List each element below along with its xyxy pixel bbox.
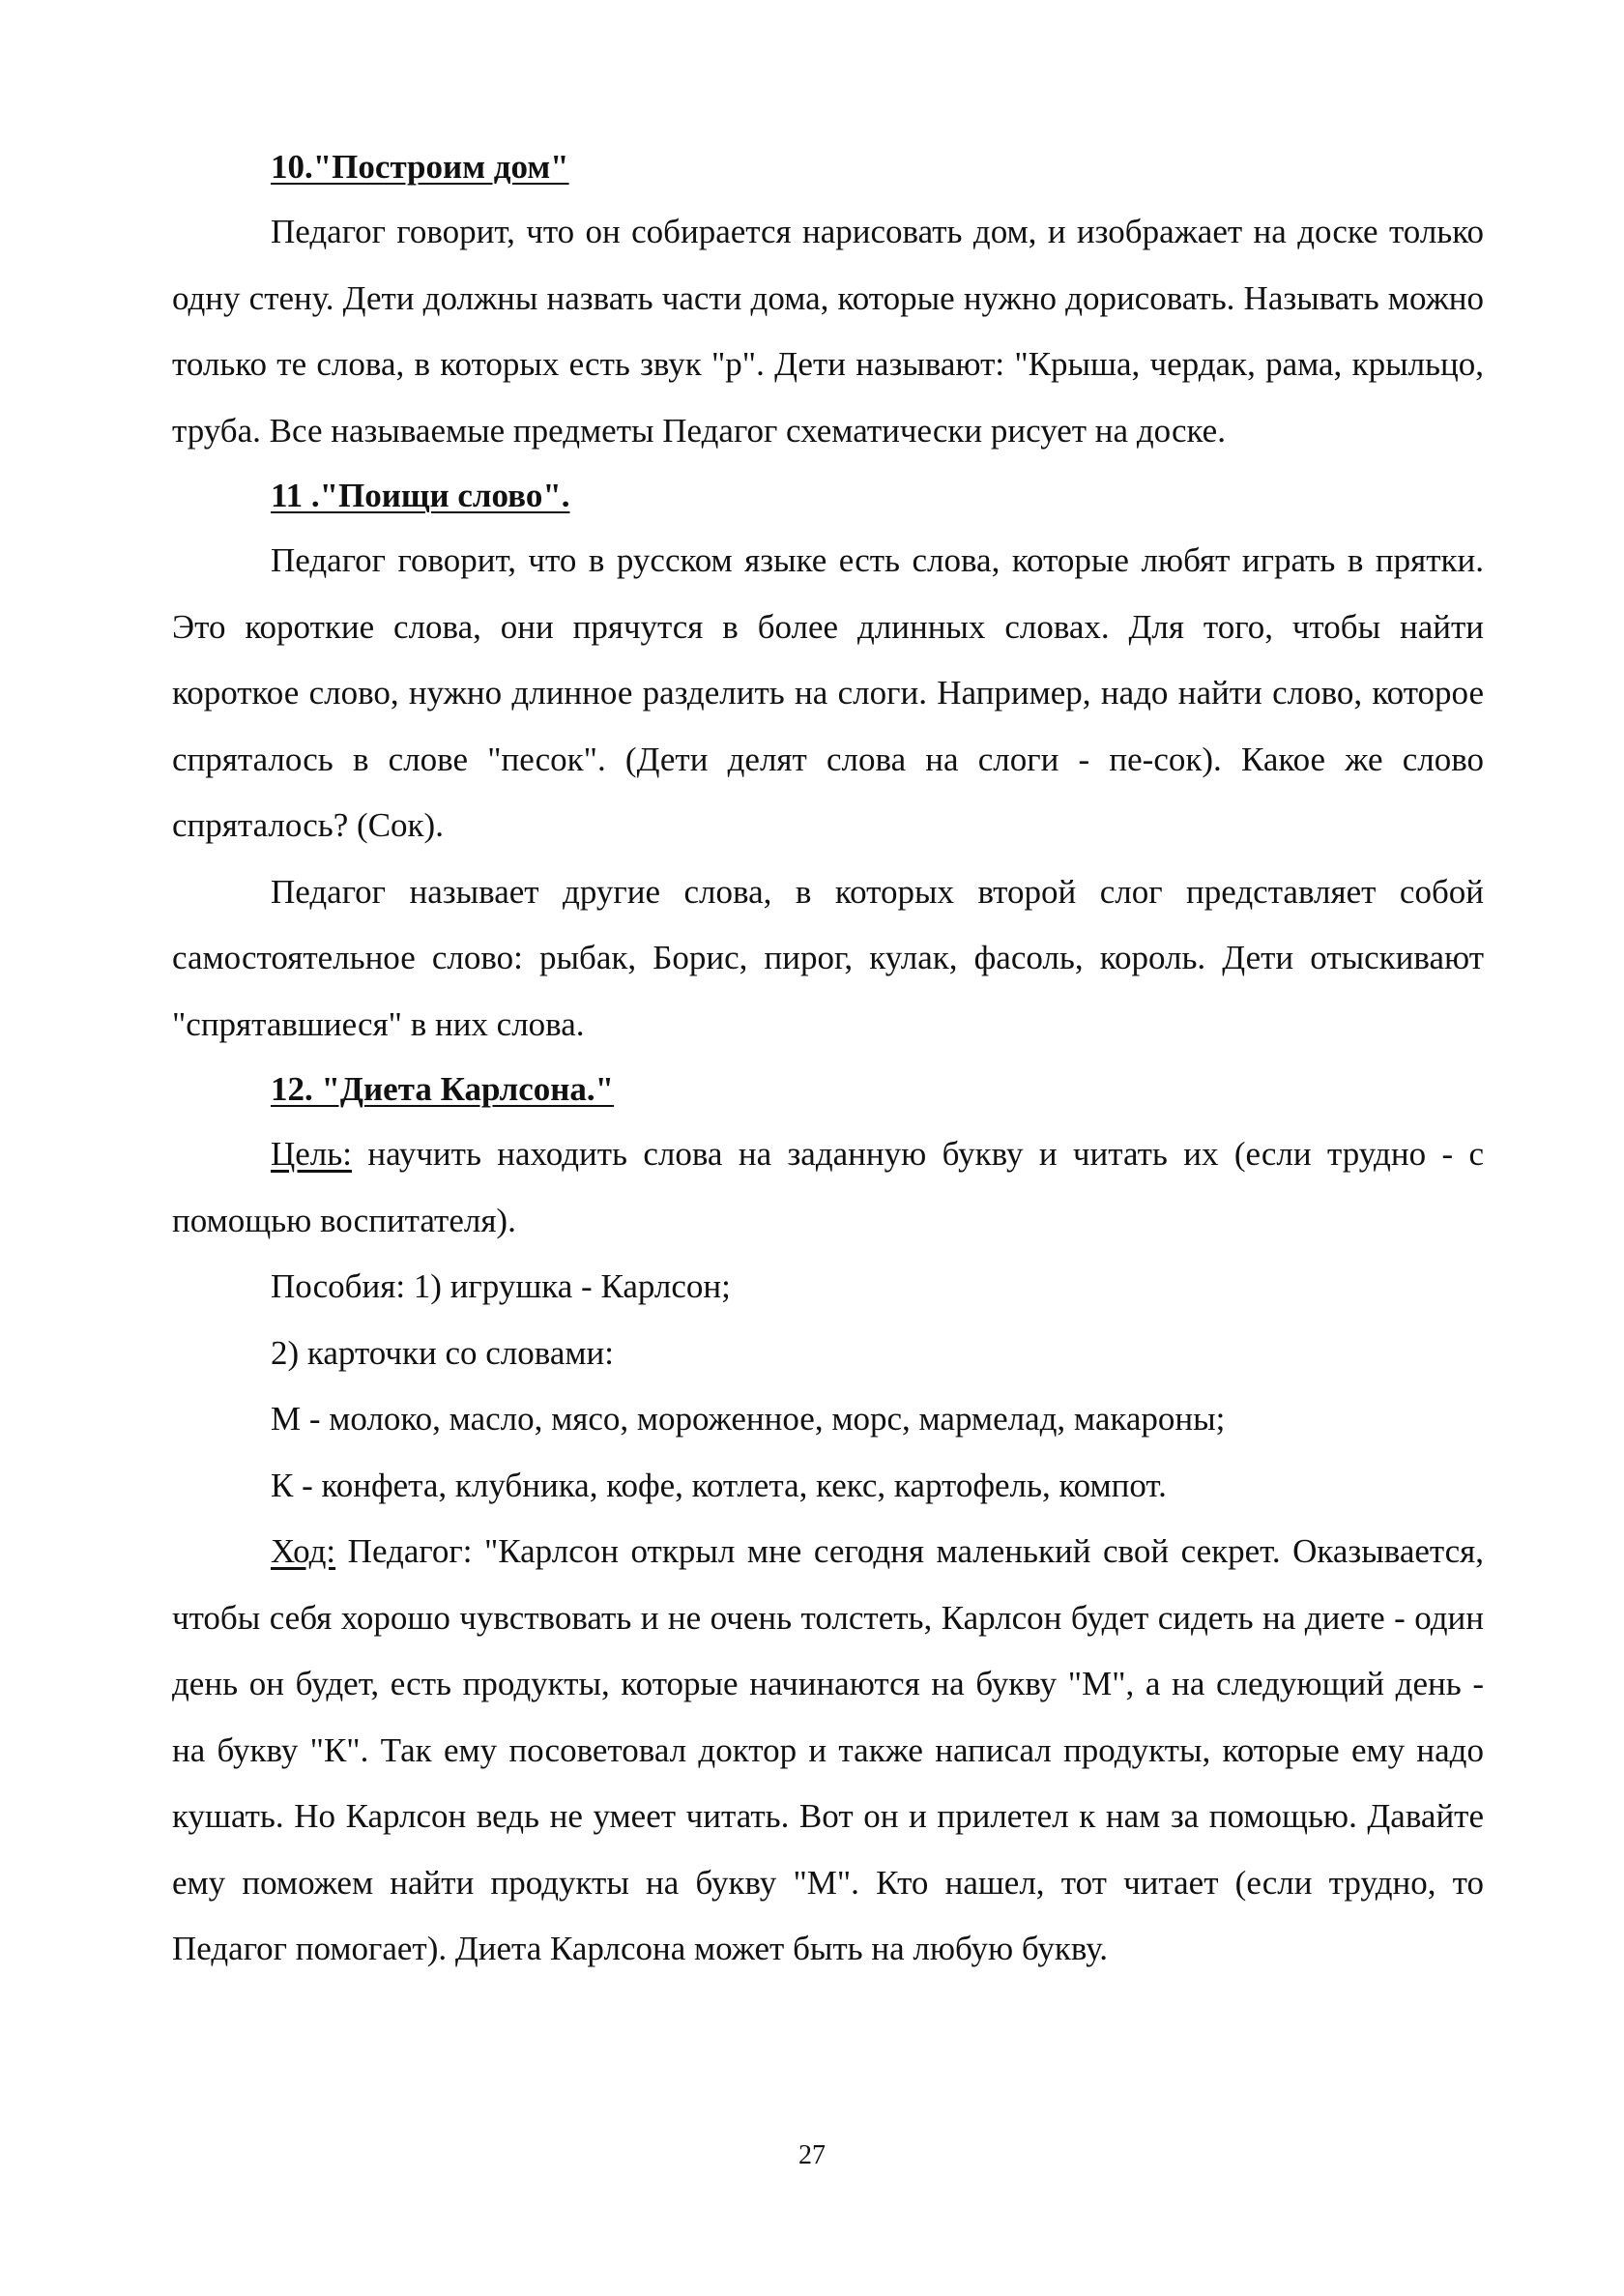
course-label: Ход:: [271, 1532, 336, 1570]
section-12-course: [172, 1519, 1484, 1983]
aids-line-3: М - молоко, масло, мясо, мороженное, морс, мармелад, макароны;: [271, 1400, 1226, 1438]
section-12-title: 12. "Диета Карлсона.": [271, 1070, 615, 1108]
document-page: [172, 135, 1484, 1983]
section-11-paragraph-2: Педагог называет другие слова, в которых второй слог представляет собой самостоятельное слово: рыбак, Борис, пирог, кулак, фасоль, король. Дети отыскивают "спрятавшиеся" в них слова.: [172, 872, 1484, 1043]
aids-line-1: Пособия: 1) игрушка - Карлсон;: [271, 1267, 731, 1305]
goal-text: научить находить слова на заданную букву и читать их (если трудно - с помощью воспитателя).: [172, 1135, 1484, 1239]
section-10-paragraph: Педагог говорит, что он собирается нарисовать дом, и изображает на доске только одну стену. Дети должны назвать части дома, которые нужно дорисовать. Называть можно только те слова, в которых есть звук "р". Дети называют: "Крыша, чердак, рама, крыльцо, труба. Все называемые предметы Педагог схематически рисует на доске.: [172, 213, 1484, 450]
aids-line-4: К - конфета, клубника, кофе, котлета, кекс, картофель, компот.: [271, 1466, 1167, 1504]
section-11-title: 11 ."Поищи слово".: [271, 477, 570, 514]
page-number: 27: [798, 2140, 826, 2170]
section-10-title: 10."Построим дом": [271, 148, 569, 186]
section-11-paragraph-1: Педагог говорит, что в русском языке есть слова, которые любят играть в прятки. Это короткие слова, они прячутся в более длинных словах. Для того, чтобы найти короткое слово, нужно длинное разделить на слоги. Например, надо найти слово, которое спряталось в слове "песок". (Дети делят слова на слоги - пе-сок). Какое же слово спряталось? (Сок).: [172, 541, 1484, 844]
course-text: Педагог: "Карлсон открыл мне сегодня маленький свой секрет. Оказывается, чтобы себя хорошо чувствовать и не очень толстеть, Карлсон будет сидеть на диете - один день он будет, есть продукты, которые начинаются на букву "М", а на следующий день - на букву "К". Так ему посоветовал доктор и также написал продукты, которые ему надо кушать. Но Карлсон ведь не умеет читать. Вот он и прилетел к нам за помощью. Давайте ему поможем найти продукты на букву "М". Кто нашел, тот читает (если трудно, то Педагог помогает). Диета Карлсона может быть на любую букву.: [172, 1532, 1484, 1967]
goal-label: Цель:: [271, 1135, 352, 1173]
section-12-goal: [172, 1121, 1484, 1254]
aids-line-2: 2) карточки со словами:: [271, 1333, 614, 1372]
